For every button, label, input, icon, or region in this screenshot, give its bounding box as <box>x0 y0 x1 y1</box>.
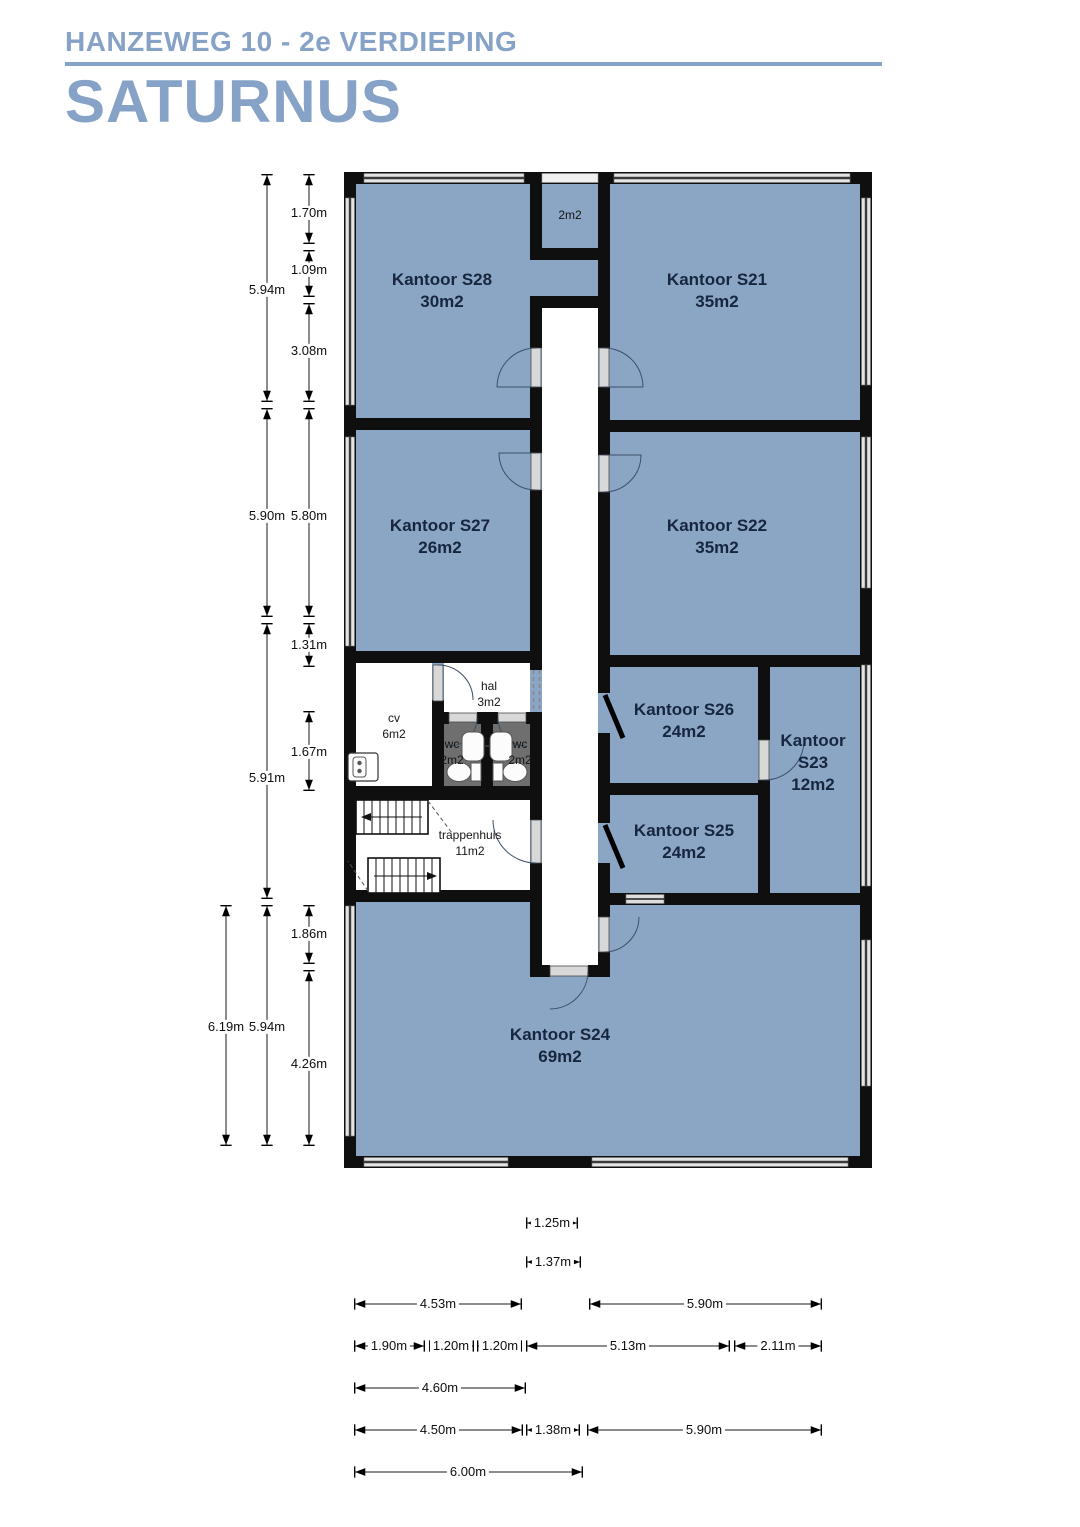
room-label-s24: Kantoor S24 69m2 <box>509 1024 611 1066</box>
dim-label-bottom-13: 6.00m <box>447 1465 489 1479</box>
dim-label-left-12: 4.26m <box>288 1057 330 1071</box>
dim-label-bottom-12: 5.90m <box>683 1423 725 1437</box>
dim-label-bottom-7: 5.13m <box>607 1339 649 1353</box>
page-subtitle: HANZEWEG 10 - 2e VERDIEPING <box>65 26 518 57</box>
room-label-trappenhuis: trappenhuis 11m2 <box>438 827 502 858</box>
room-label-s25: Kantoor S25 24m2 <box>633 820 735 862</box>
dim-label-bottom-0: 1.25m <box>531 1216 573 1230</box>
dim-label-left-9: 1.86m <box>288 927 330 941</box>
dim-label-left-8: 1.67m <box>288 745 330 759</box>
dim-label-left-0: 1.70m <box>288 206 330 220</box>
dim-label-bottom-4: 1.90m <box>368 1339 410 1353</box>
room-label-s21: Kantoor S21 35m2 <box>666 269 768 311</box>
dim-label-bottom-8: 2.11m <box>757 1339 798 1353</box>
dim-label-left-1: 1.09m <box>288 263 330 277</box>
dim-label-left-2: 3.08m <box>288 344 330 358</box>
dim-label-left-5: 5.80m <box>288 509 330 523</box>
dim-label-bottom-2: 4.53m <box>417 1297 459 1311</box>
dim-label-left-11: 5.94m <box>246 1020 288 1034</box>
room-label-s22: Kantoor S22 35m2 <box>666 515 768 557</box>
dim-label-bottom-3: 5.90m <box>684 1297 726 1311</box>
room-label-wc-right: wc 2m2 <box>508 736 532 767</box>
dim-label-bottom-10: 4.50m <box>417 1423 459 1437</box>
dim-label-bottom-1: 1.37m <box>532 1255 574 1269</box>
dim-label-bottom-6: 1.20m <box>479 1339 521 1353</box>
room-label-s28: Kantoor S28 30m2 <box>391 269 493 311</box>
dim-label-bottom-5: 1.20m <box>430 1339 472 1353</box>
room-label-s27: Kantoor S27 26m2 <box>389 515 491 557</box>
page-title: SATURNUS <box>65 68 402 135</box>
room-label-s23: Kantoor S23 12m2 <box>780 730 846 795</box>
dim-label-left-3: 5.94m <box>246 283 288 297</box>
dim-label-bottom-9: 4.60m <box>419 1381 461 1395</box>
room-label-cv: cv 6m2 <box>382 710 406 741</box>
dim-label-bottom-11: 1.38m <box>532 1423 574 1437</box>
room-label-s26: Kantoor S26 24m2 <box>633 699 735 741</box>
dim-label-left-7: 5.91m <box>246 771 288 785</box>
room-label-hal: hal 3m2 <box>477 678 501 709</box>
dim-label-left-6: 1.31m <box>288 638 330 652</box>
room-label-wc-left: wc 2m2 <box>440 736 464 767</box>
room-label-closet: 2m2 <box>558 207 582 222</box>
dim-label-left-4: 5.90m <box>246 509 288 523</box>
dim-label-left-10: 6.19m <box>205 1020 247 1034</box>
